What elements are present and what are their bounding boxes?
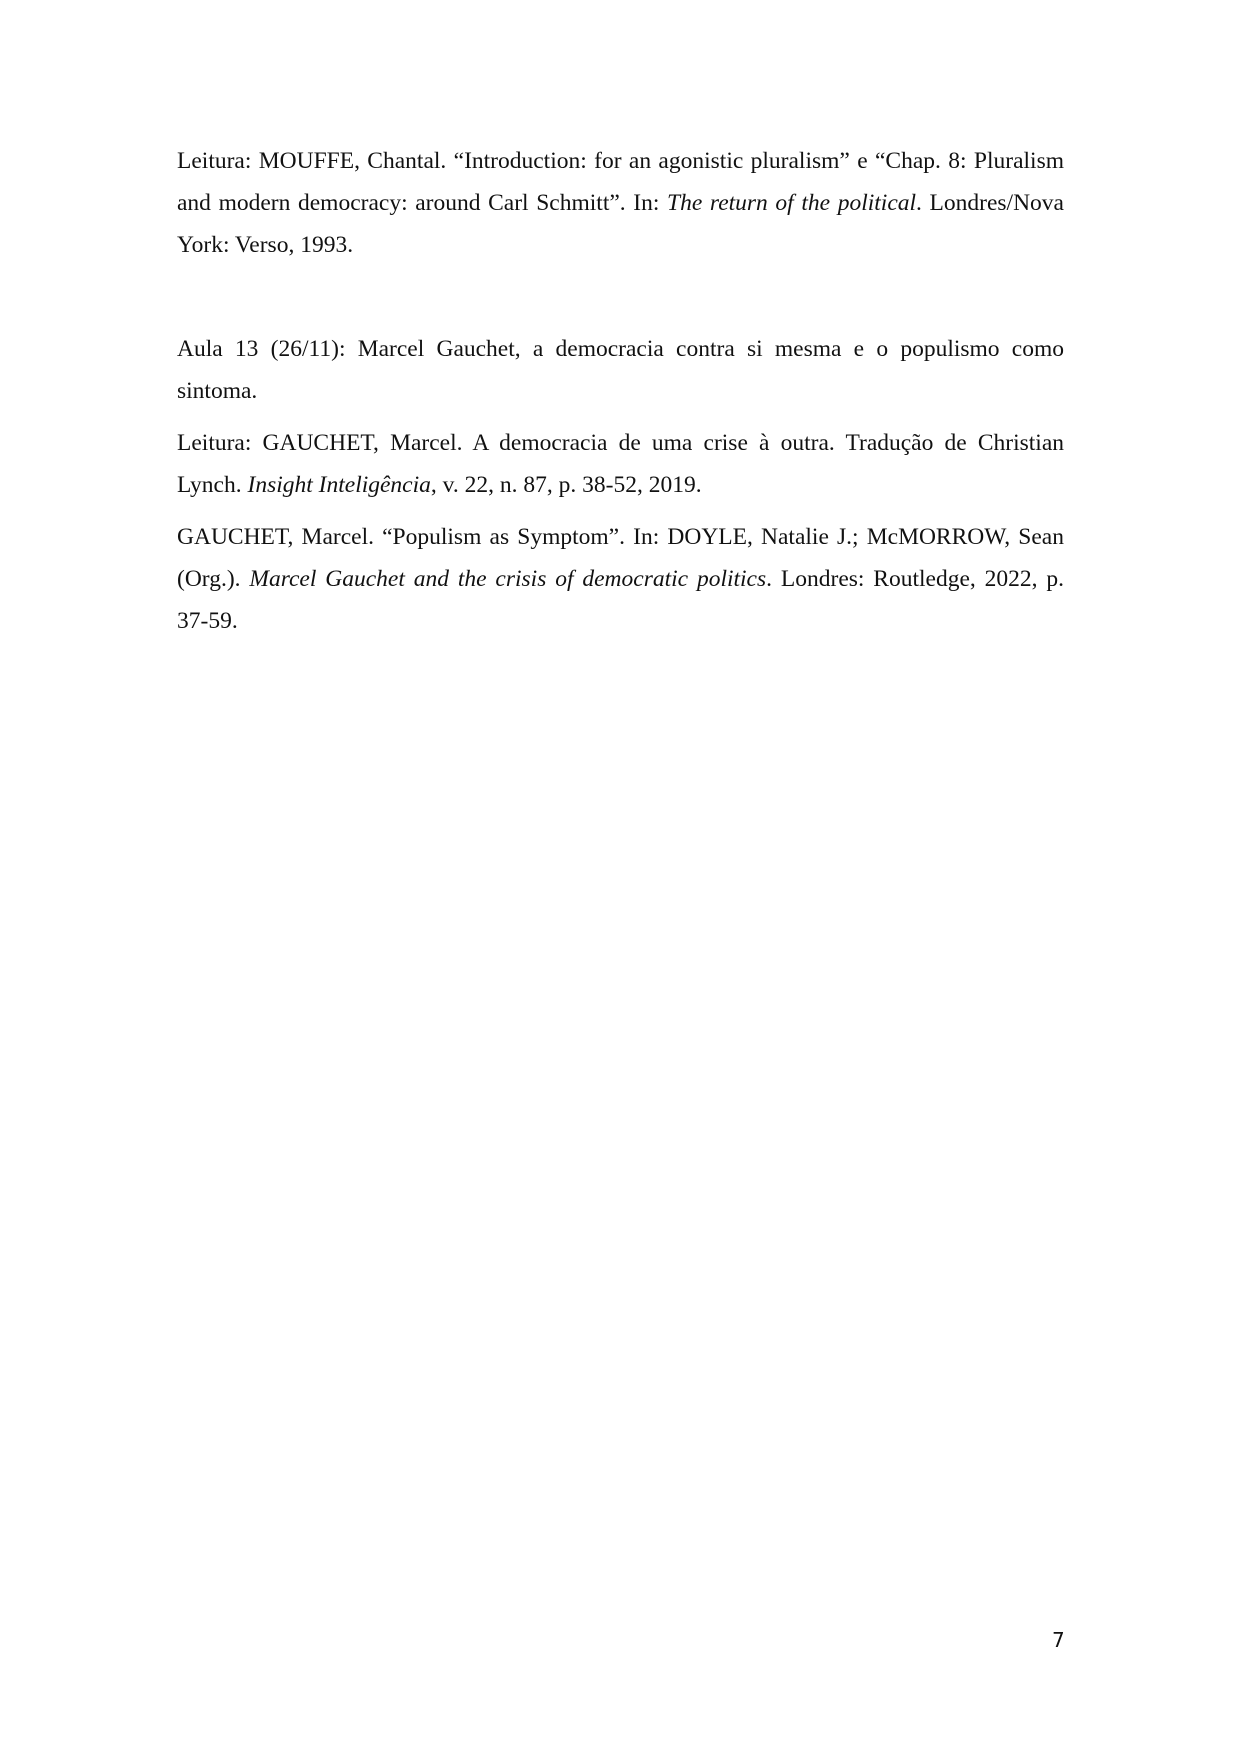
reading-mouffe-text: Leitura: MOUFFE, Chantal. “Introduction: for an agonistic pluralism” e “Chap. 8: Pluralism and modern democracy: around Carl Schmitt”. In: <box>177 148 1064 216</box>
document-body <box>177 140 1064 642</box>
reading-gauchet-2-text: GAUCHET, Marcel. “Populism as Symptom”. In: DOYLE, Natalie J.; McMORROW, Sean (Org.). <box>177 524 1064 592</box>
reading-mouffe <box>177 140 1064 266</box>
lesson-13-text: Aula 13 (26/11): Marcel Gauchet, a democracia contra si mesma e o populismo como sintoma. <box>177 336 1064 404</box>
reading-gauchet-1-details: , v. 22, n. 87, p. 38-52, 2019. <box>430 472 702 498</box>
reading-gauchet-2-publication: . Londres: Routledge, 2022, p. 37-59. <box>177 566 1064 634</box>
reading-gauchet-1-text: Leitura: GAUCHET, Marcel. A democracia de uma crise à outra. Tradução de Christian Lynch. <box>177 430 1064 498</box>
reading-gauchet-2-title: Marcel Gauchet and the crisis of democratic politics <box>249 566 767 592</box>
page-number: 7 <box>1052 1628 1065 1652</box>
reading-gauchet-2 <box>177 516 1064 642</box>
lesson-13-heading <box>177 328 1064 412</box>
reading-mouffe-title: The return of the political <box>667 190 917 216</box>
reading-gauchet-1-journal: Insight Inteligência <box>247 472 431 498</box>
reading-mouffe-publication: . Londres/Nova York: Verso, 1993. <box>177 190 1064 258</box>
reading-gauchet-1 <box>177 422 1064 506</box>
